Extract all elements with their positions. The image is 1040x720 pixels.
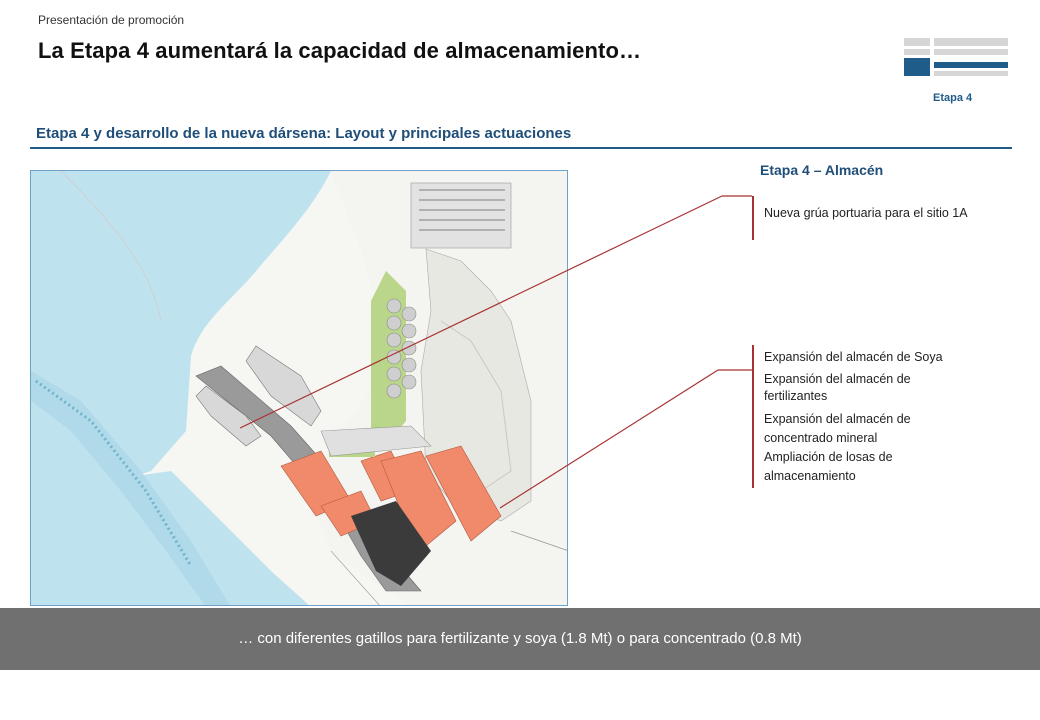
bottom-banner bbox=[0, 608, 1040, 670]
port-layout-drawing bbox=[31, 171, 568, 606]
bracket-group1 bbox=[752, 196, 754, 240]
section-subtitle: Etapa 4 y desarrollo de la nueva dársena: Layout y principales actuaciones bbox=[36, 125, 572, 142]
note-crane: Nueva grúa portuaria para el sitio 1A bbox=[764, 206, 968, 220]
section-tag: Etapa 4 bbox=[933, 92, 973, 104]
note-losas: Ampliación de losas de almacenamiento bbox=[764, 450, 893, 483]
note-soya: Expansión del almacén de Soya bbox=[764, 350, 943, 364]
company-logo bbox=[904, 38, 1008, 78]
bracket-group2 bbox=[752, 345, 754, 488]
presentation-overline: Presentación de promoción bbox=[38, 13, 185, 27]
subtitle-divider bbox=[30, 147, 1012, 149]
note-fertilizantes: Expansión del almacén de fertilizantes bbox=[764, 372, 911, 403]
page-title: La Etapa 4 aumentará la capacidad de almacenamiento… bbox=[38, 38, 642, 63]
panel-heading: Etapa 4 – Almacén bbox=[760, 162, 884, 178]
note-concentrado: Expansión del almacén de concentrado mineral bbox=[764, 412, 911, 445]
port-layout-map bbox=[30, 170, 568, 606]
banner-text: … con diferentes gatillos para fertilizante y soya (1.8 Mt) o para concentrado (0.8 Mt) bbox=[238, 630, 802, 647]
